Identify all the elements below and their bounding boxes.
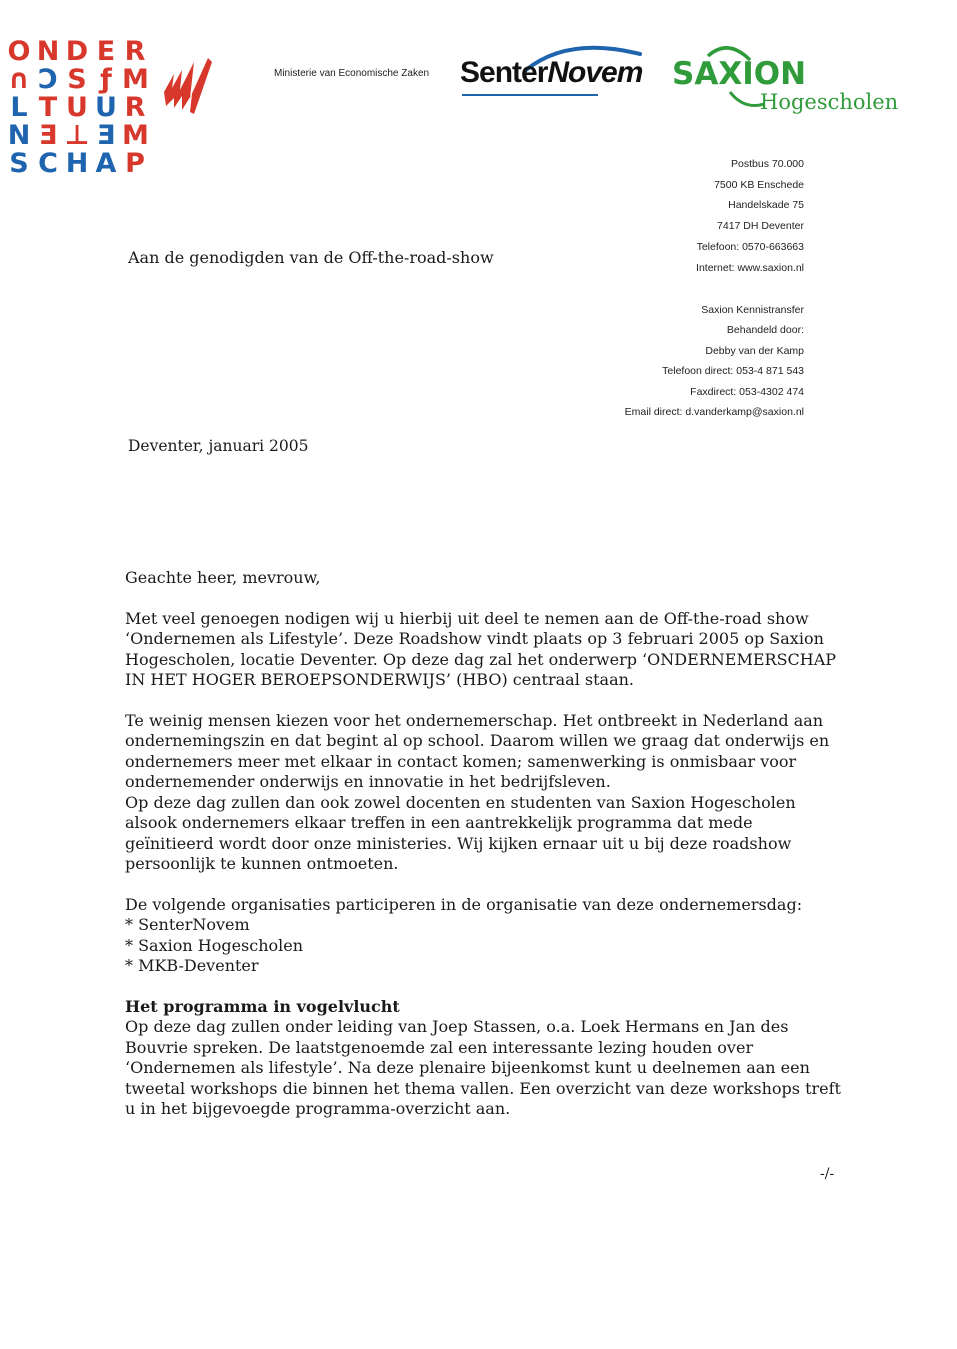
ministry-label: Ministerie van Economische Zaken bbox=[274, 68, 430, 79]
paragraph-invitation: Met veel genoegen nodigen wij u hierbij uit deel te nemen aan de Off-the-road show ‘Ondernemen als Lifestyle’. Deze Roadshow vindt plaats op 3 februari 2005 op Saxion Hogescholen, locatie Deventer. Op deze dag zal het onderwerp ‘ONDERNEMERSCHAP IN HET HOGER BEROEPSONDERWIJS’ (HBO) centraal staan. bbox=[125, 608, 837, 689]
logo-letter: T bbox=[38, 92, 58, 123]
organisation-item: * SenterNovem bbox=[125, 915, 250, 934]
contact-block bbox=[444, 300, 804, 422]
program-heading: Het programma in vogelvlucht bbox=[125, 996, 400, 1016]
logo-letter: U bbox=[95, 92, 117, 123]
contact-line: Telefoon direct: 053-4 871 543 bbox=[662, 365, 804, 378]
address-block bbox=[504, 154, 804, 278]
logo-letter: N bbox=[7, 120, 31, 151]
logo-letter: M bbox=[122, 120, 149, 151]
logo-letter: E bbox=[96, 36, 116, 67]
logo-letter: Ǝ bbox=[96, 120, 116, 151]
contact-line: Behandeld door: bbox=[726, 324, 804, 337]
address-line: Postbus 70.000 bbox=[731, 158, 804, 170]
logo-letter: Ǝ bbox=[38, 120, 58, 151]
senternovem-part1: Senter bbox=[460, 56, 548, 89]
salutation: Geachte heer, mevrouw, bbox=[125, 568, 321, 587]
logo-letter: M bbox=[122, 64, 149, 95]
logo-letter: A bbox=[95, 148, 117, 179]
organisation-item: * Saxion Hogescholen bbox=[125, 935, 304, 955]
senternovem-part2: Novem bbox=[547, 56, 643, 89]
contact-line: Debby van der Kamp bbox=[705, 344, 804, 357]
address-line: 7417 DH Deventer bbox=[717, 220, 804, 233]
saxion-subtitle: Hogescholen bbox=[760, 90, 899, 114]
logo-letter: Ɔ bbox=[38, 64, 58, 95]
organisations-intro: De volgende organisaties participeren in de organisatie van deze ondernemersdag: bbox=[125, 894, 803, 914]
page-continuation-mark: -/- bbox=[820, 1166, 835, 1182]
logo-letter: C bbox=[38, 148, 58, 179]
logo-letter: P bbox=[125, 148, 145, 179]
contact-line: Faxdirect: 053-4302 474 bbox=[690, 385, 804, 398]
logo-letter: U bbox=[66, 92, 88, 123]
logo-letter: N bbox=[36, 36, 60, 67]
logo-letter: ⊥ bbox=[64, 120, 90, 151]
paragraph-entrepreneurship: Te weinig mensen kiezen voor het ondernemerschap. Het ontbreekt in Nederland aan ondernemingszin en dat begint al op school. Daarom willen we graag dat onderwijs en ondernemers meer met elkaar in contact komen; samenwerking is onmisbaar voor ondernemender onderwijs en innovatie in het bedrijfsleven. bbox=[125, 710, 830, 791]
ministry-brush-mark-icon bbox=[160, 52, 216, 118]
contact-line: Saxion Kennistransfer bbox=[701, 304, 804, 316]
logo-letter: L bbox=[10, 92, 28, 123]
logo-letter: O bbox=[7, 36, 31, 67]
logo-letter: H bbox=[65, 148, 89, 179]
senternovem-logo bbox=[458, 40, 644, 102]
logo-letter: S bbox=[67, 64, 87, 95]
logo-letter: R bbox=[124, 36, 146, 67]
contact-line: Email direct: d.vanderkamp@saxion.nl bbox=[624, 406, 804, 419]
letter-date: Deventer, januari 2005 bbox=[128, 437, 309, 455]
letter-body bbox=[125, 568, 845, 1120]
recipient-line: Aan de genodigden van de Off-the-road-show bbox=[128, 248, 494, 267]
logo-letter: ƒ bbox=[100, 64, 112, 95]
address-line: 7500 KB Enschede bbox=[714, 178, 804, 191]
saxion-name: SAXION bbox=[672, 56, 807, 92]
address-line: Telefoon: 0570-663663 bbox=[696, 240, 804, 253]
program-text: Op deze dag zullen onder leiding van Joep Stassen, o.a. Loek Hermans en Jan des Bouvrie spreken. De laatstgenoemde zal een interessante lezing houden over ‘Ondernemen als lifestyle’. Na deze plenaire bijeenkomst kunt u deelnemen aan een tweetal workshops die binnen het thema vallen. Een overzicht van deze workshops treft u in het bijgevoegde programma-overzicht aan. bbox=[125, 1017, 841, 1118]
address-line: Internet: www.saxion.nl bbox=[696, 261, 804, 274]
ministry-wordmark-logo bbox=[6, 36, 149, 179]
logo-letter: R bbox=[124, 92, 146, 123]
logo-letter: D bbox=[65, 36, 89, 67]
logo-letter: S bbox=[9, 148, 29, 179]
paragraph-meeting: Op deze dag zullen dan ook zowel docenten en studenten van Saxion Hogescholen alsook ondernemers elkaar treffen in een aantrekkelijk programma dat mede geïnitieerd wordt door onze ministeries. Wij kijken ernaar uit u bij deze roadshow persoonlijk te kunnen ontmoeten. bbox=[125, 792, 796, 873]
address-line: Handelskade 75 bbox=[728, 199, 804, 212]
logo-letter: ∩ bbox=[8, 64, 30, 95]
organisation-item: * MKB-Deventer bbox=[125, 956, 259, 975]
saxion-logo bbox=[672, 42, 922, 122]
